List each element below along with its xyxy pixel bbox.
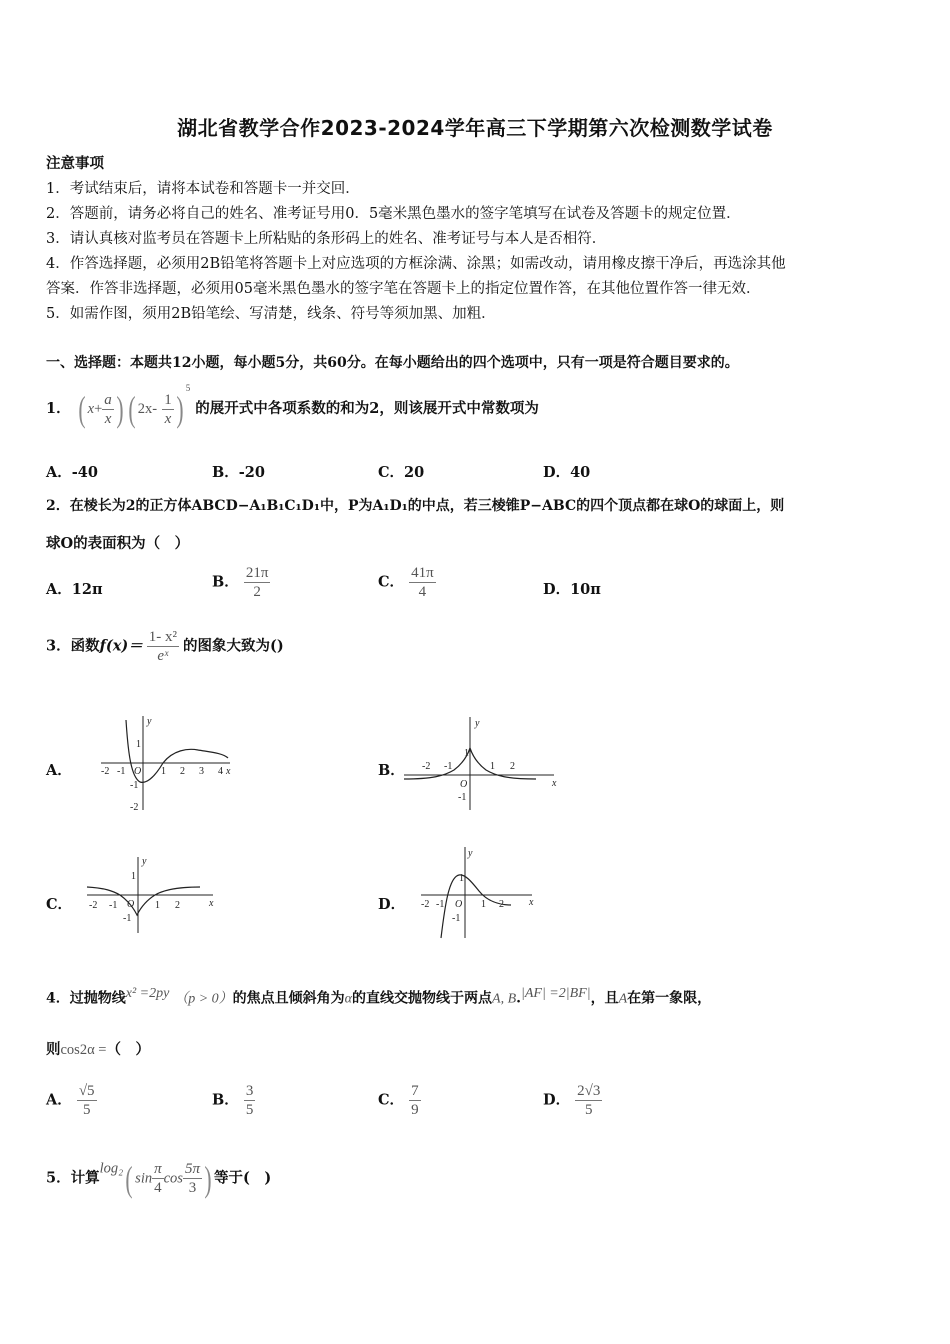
svg-text:x: x	[209, 898, 214, 909]
svg-text:2: 2	[499, 899, 504, 910]
svg-text:1: 1	[459, 873, 464, 884]
svg-text:-2: -2	[89, 900, 98, 911]
option-c[interactable]: C． $\frac{7}{9}$	[378, 1083, 419, 1118]
svg-text:y: y	[142, 856, 147, 867]
graph-c	[85, 855, 220, 935]
option-d[interactable]: D．10π	[543, 581, 601, 598]
question-number: 1．	[46, 400, 71, 417]
note-item: 2．答题前，请务必将自己的姓名、准考证号用0．5毫米黑色墨水的签字笔填写在试卷及答题卡的规定位置．	[46, 206, 741, 222]
svg-text:O: O	[127, 899, 135, 910]
svg-text:y: y	[468, 848, 473, 859]
option-d[interactable]: D．40	[543, 464, 591, 481]
option-b[interactable]: B． $\frac{3}{5}$	[212, 1083, 254, 1118]
svg-text:-1: -1	[452, 913, 461, 924]
option-b[interactable]: B．	[378, 762, 405, 779]
svg-text:x: x	[529, 897, 534, 908]
svg-text:x: x	[552, 778, 557, 789]
note-item: 5．如需作图，须用2B铅笔绘、写清楚，线条、符号等须加黑、加粗．	[46, 306, 496, 322]
svg-text:-2: -2	[101, 766, 110, 777]
question-2-line-1: 2．在棱长为2的正方体ABCD−A₁B₁C₁D₁中，P为A₁D₁的中点，若三棱锥P−ABC的四个顶点都在球O的球面上，则	[46, 498, 785, 514]
svg-text:3: 3	[199, 766, 204, 777]
question-text: 的展开式中各项系数的和为2，则该展开式中常数项为	[195, 400, 539, 417]
svg-text:2: 2	[175, 900, 180, 911]
option-a[interactable]: A．12π	[46, 581, 103, 598]
svg-text:-1: -1	[117, 766, 126, 777]
svg-text:-2: -2	[422, 761, 431, 772]
option-c[interactable]: C．20	[378, 464, 425, 481]
graph-b	[402, 712, 562, 812]
svg-text:1: 1	[481, 899, 486, 910]
graph-d	[419, 845, 539, 940]
svg-text:-1: -1	[436, 899, 445, 910]
question-4-line-1: 4．过抛物线$^{x^2 =2py}$ （p > 0）的焦点且倾斜角为α的直线交抛物线于两点A, B.$^{|AF| =2|BF|}$，且A在第一象限，	[46, 986, 712, 1007]
svg-text:1: 1	[155, 900, 160, 911]
option-d[interactable]: D． $\frac{2√3}{5}$	[543, 1083, 601, 1118]
option-d[interactable]: D．	[378, 896, 406, 913]
svg-text:y: y	[475, 718, 480, 729]
option-a[interactable]: A．-40	[46, 464, 98, 481]
fraction: $\frac{1}{x}$	[164, 391, 172, 427]
option-b[interactable]: B．-20	[212, 464, 265, 481]
svg-text:1: 1	[136, 739, 141, 750]
svg-text:-1: -1	[458, 792, 467, 803]
svg-text:-1: -1	[109, 900, 118, 911]
section-heading: 一、选择题：本题共12小题，每小题5分，共60分。在每小题给出的四个选项中，只有一项是符合题目要求的。	[46, 355, 739, 371]
question-4-line-2: 则cos2α =（ ）	[46, 1041, 150, 1058]
page-title: 湖北省教学合作2023-2024学年高三下学期第六次检测数学试卷	[177, 116, 773, 140]
graph-a	[98, 712, 238, 812]
svg-text:-1: -1	[123, 913, 132, 924]
svg-text:y: y	[147, 716, 152, 727]
note-item: 答案．作答非选择题，必须用05毫米黑色墨水的签字笔在答题卡上的指定位置作答，在其他位置作答一律无效．	[46, 281, 761, 297]
notes-heading: 注意事项	[46, 155, 104, 172]
svg-text:x: x	[226, 766, 231, 777]
svg-text:2: 2	[180, 766, 185, 777]
svg-text:1: 1	[464, 748, 469, 759]
option-b[interactable]: B． $\frac{21\pi}{2}$	[212, 565, 269, 600]
question-1: 1． ( x+ $\frac{a}{x}$ ) ( 2x- $\frac{1}{x}$ )$^5$ 的展开式中各项系数的和为2，则该展开式中常数项为	[46, 383, 539, 429]
option-c[interactable]: C． $\frac{41\pi}{4}$	[378, 565, 434, 600]
svg-text:O: O	[455, 899, 463, 910]
fraction: $\frac{a}{x}$	[104, 391, 112, 427]
svg-text:4: 4	[218, 766, 223, 777]
svg-text:2: 2	[510, 761, 515, 772]
question-3: 3．函数f(x)＝ $\frac{\text{1- x²}}{\text{eˣ}}$ 的图象大致为()	[46, 629, 284, 664]
note-item: 3．请认真核对监考员在答题卡上所粘贴的条形码上的姓名、准考证号与本人是否相符．	[46, 231, 607, 247]
note-item: 4．作答选择题，必须用2B铅笔将答题卡上对应选项的方框涂满、涂黑；如需改动，请用橡皮擦干净后，再选涂其他	[46, 256, 786, 272]
svg-text:-1: -1	[444, 761, 453, 772]
note-item: 1．考试结束后，请将本试卷和答题卡一并交回．	[46, 181, 360, 197]
svg-text:1: 1	[161, 766, 166, 777]
svg-text:-2: -2	[421, 899, 430, 910]
question-2-line-2: 球O的表面积为（ ）	[46, 535, 190, 552]
option-a[interactable]: A． $\frac{√5}{5}$	[46, 1083, 95, 1118]
question-5: 5．计算log₂( sin $\frac{\pi}{4}$ cos $\frac{5\pi}{3}$ ) 等于( )	[46, 1158, 272, 1199]
option-c[interactable]: C．	[46, 896, 73, 913]
svg-text:1: 1	[131, 871, 136, 882]
svg-text:-2: -2	[130, 802, 139, 812]
svg-text:-1: -1	[130, 780, 139, 791]
option-a[interactable]: A．	[46, 762, 72, 779]
svg-text:O: O	[134, 766, 142, 777]
svg-text:O: O	[460, 779, 468, 790]
svg-text:1: 1	[490, 761, 495, 772]
